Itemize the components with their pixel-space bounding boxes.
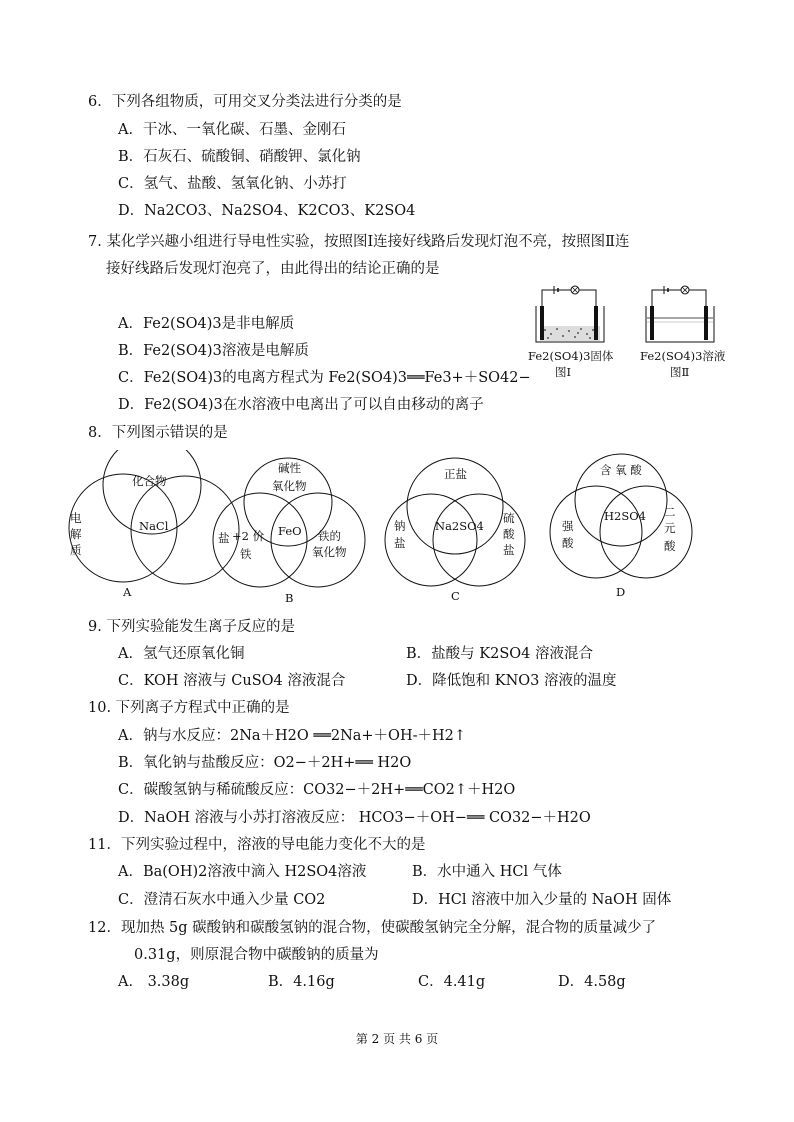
venn-c-letter: C <box>451 589 460 603</box>
q10-option-d: D．NaOH 溶液与小苏打溶液反应： HCO3−＋OH−══ CO32−＋H2O <box>118 810 591 826</box>
q10-option-b: B．氧化钠与盐酸反应：O2−＋2H+══ H2O <box>118 755 412 771</box>
q8-venn-diagrams <box>60 450 720 608</box>
q12-option-d: D．4.58g <box>558 974 626 990</box>
q9-stem: 9. 下列实验能发生离子反应的是 <box>88 619 295 635</box>
q8-stem: 8．下列图示错误的是 <box>88 425 228 441</box>
q9-option-d: D．降低饱和 KNO3 溶液的温度 <box>406 673 617 689</box>
q12-option-a: A． 3.38g <box>118 974 190 990</box>
venn-d-left-1: 强 <box>562 519 574 533</box>
venn-c-right-3: 盐 <box>503 543 515 557</box>
q10-option-c: C．碳酸氢钠与稀硫酸反应：CO32−＋2H+══CO2↑＋H2O <box>118 782 516 798</box>
q12-option-b: B．4.16g <box>268 974 335 990</box>
venn-a-letter: A <box>123 585 132 599</box>
q11-option-b: B．水中通入 HCl 气体 <box>412 864 562 880</box>
venn-a-left-2: 解 <box>70 527 82 541</box>
q10-option-a: A．钠与水反应：2Na＋H2O ══2Na+＋OH-＋H2↑ <box>118 728 467 744</box>
venn-d-letter: D <box>616 585 626 599</box>
venn-c-center: Na2SO4 <box>435 519 484 533</box>
q11-option-a: A．Ba(OH)2溶液中滴入 H2SO4溶液 <box>118 864 367 880</box>
venn-a-center: NaCl <box>139 519 169 533</box>
q6-option-a: A．干冰、一氧化碳、石墨、金刚石 <box>118 122 346 138</box>
q7-option-b: B．Fe2(SO4)3溶液是电解质 <box>118 343 309 359</box>
q12-stem-line2: 0.31g，则原混合物中碳酸钠的质量为 <box>134 947 379 963</box>
venn-d-right-2: 元 <box>664 521 676 535</box>
page-footer: 第 2 页 共 6 页 <box>355 1032 439 1046</box>
q6-option-c: C．氢气、盐酸、氢氧化钠、小苏打 <box>118 176 347 192</box>
venn-a-right: 盐 <box>218 531 230 545</box>
venn-a-left-3: 质 <box>70 543 82 557</box>
venn-d-left-2: 酸 <box>562 536 574 550</box>
q7-option-a: A．Fe2(SO4)3是非电解质 <box>118 316 295 332</box>
q7-figure-2-label: 图Ⅱ <box>670 365 690 379</box>
q11-option-c: C．澄清石灰水中通入少量 CO2 <box>118 892 326 908</box>
q9-option-b: B．盐酸与 K2SO4 溶液混合 <box>406 646 593 662</box>
venn-b-top-2: 氧化物 <box>272 479 307 493</box>
venn-b-center: FeO <box>278 524 302 538</box>
q7-option-c: C．Fe2(SO4)3的电离方程式为 Fe2(SO4)3══Fe3+＋SO42− <box>118 370 531 386</box>
venn-b-left-1: +2 价 <box>232 529 265 543</box>
venn-a-top: 化合物 <box>132 474 167 488</box>
q7-figure-1 <box>536 286 604 342</box>
venn-d-center: H2SO4 <box>604 509 646 523</box>
venn-c-left-1: 钠 <box>394 519 406 533</box>
q7-figure-1-caption: Fe2(SO4)3固体 <box>528 349 614 363</box>
q6-option-b: B．石灰石、硫酸铜、硝酸钾、氯化钠 <box>118 149 361 165</box>
venn-c-right-2: 酸 <box>503 527 515 541</box>
venn-b-right-1: 铁的 <box>318 529 341 543</box>
venn-b-right-2: 氧化物 <box>312 545 347 559</box>
q6-option-d: D．Na2CO3、Na2SO4、K2CO3、K2SO4 <box>118 203 416 219</box>
venn-d-top: 含 氧 酸 <box>600 463 642 477</box>
q12-option-c: C．4.41g <box>418 974 486 990</box>
q6-option-d-formula: Na2CO3、Na2SO4、K2CO3、K2SO4 <box>144 203 416 219</box>
q7-figure-2 <box>646 286 714 342</box>
venn-a <box>69 450 239 584</box>
q9-option-a: A．氢气还原氧化铜 <box>118 646 245 662</box>
venn-c-top: 正盐 <box>444 467 467 481</box>
q10-stem: 10. 下列离子方程式中正确的是 <box>88 700 290 716</box>
q6-stem: 6．下列各组物质，可用交叉分类法进行分类的是 <box>88 94 402 110</box>
venn-b <box>213 458 365 587</box>
venn-d-right-3: 酸 <box>664 539 676 553</box>
venn-b-top-1: 碱性 <box>278 461 301 475</box>
q7-stem-line2: 接好线路后发现灯泡亮了，由此得出的结论正确的是 <box>106 261 440 277</box>
q7-apparatus-figures <box>520 282 720 382</box>
q12-stem-line1: 12．现加热 5g 碳酸钠和碳酸氢钠的混合物，使碳酸氢钠完全分解，混合物的质量减少了 <box>88 920 657 936</box>
q7-option-d: D．Fe2(SO4)3在水溶液中电离出了可以自由移动的离子 <box>118 397 484 413</box>
venn-a-left-1: 电 <box>70 511 82 525</box>
venn-d-right-1: 二 <box>664 505 676 519</box>
venn-c-right-1: 硫 <box>503 511 515 525</box>
venn-b-left-2: 铁 <box>240 547 252 561</box>
q9-option-c: C．KOH 溶液与 CuSO4 溶液混合 <box>118 673 346 689</box>
q11-option-d: D．HCl 溶液中加入少量的 NaOH 固体 <box>412 892 672 908</box>
q7-figure-2-caption: Fe2(SO4)3溶液 <box>640 349 726 363</box>
q7-stem-line1: 7. 某化学兴趣小组进行导电性实验，按照图Ⅰ连接好线路后发现灯泡不亮，按照图Ⅱ连 <box>88 234 630 250</box>
venn-b-letter: B <box>285 591 294 605</box>
q7-figure-1-label: 图Ⅰ <box>555 365 572 379</box>
q11-stem: 11．下列实验过程中，溶液的导电能力变化不大的是 <box>88 837 426 853</box>
venn-c-left-2: 盐 <box>394 536 406 550</box>
